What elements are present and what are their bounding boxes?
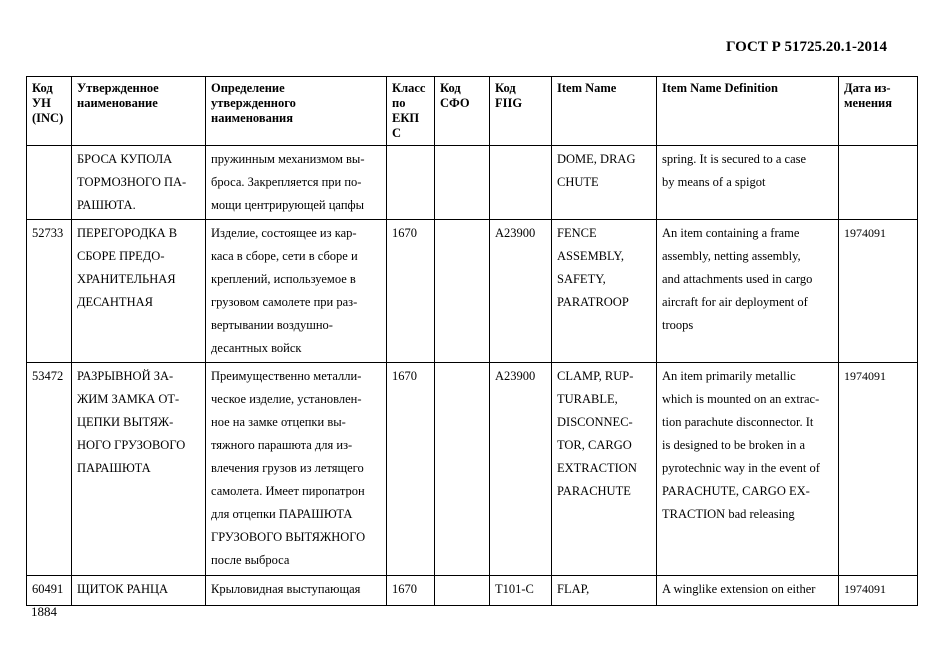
column-header-text: наименования (211, 111, 294, 125)
cell-text: СБОРЕ ПРЕДО- (77, 249, 165, 263)
cell-text: ASSEMBLY, (557, 249, 624, 263)
column-header-name-definition (206, 77, 387, 146)
cell-text: spring. It is secured to a case (662, 152, 807, 166)
cell-text: A winglike extension on either (662, 582, 816, 596)
column-header-text: СФО (440, 96, 470, 110)
page-number: 1884 (31, 604, 57, 619)
cell-text: SAFETY, (557, 272, 606, 286)
column-header-text: менения (844, 96, 892, 110)
table-header-row (27, 77, 918, 146)
cell-text: DOME, DRAG (557, 152, 636, 166)
cell-text: assembly, netting assembly, (662, 249, 801, 263)
cell-sfo-code (435, 220, 490, 363)
cell-text: каса в сборе, сети в сборе и (211, 249, 358, 263)
cell-text: Изделие, состоящее из кар- (211, 226, 357, 240)
cell-text: пружинным механизмом вы- (211, 152, 365, 166)
column-header-text: УН (32, 96, 51, 110)
cell-text: An item primarily metallic (662, 369, 796, 383)
cell-sfo-code (435, 576, 490, 606)
cell-text: and attachments used in cargo (662, 272, 813, 286)
cell-text: после выброса (211, 553, 290, 567)
cell-text: TRACTION bad releasing (662, 507, 795, 521)
column-header-text: FIIG (495, 96, 523, 110)
cell-text: 1974091 (844, 369, 886, 383)
table-body (27, 146, 918, 606)
gost-items-table (26, 76, 918, 606)
cell-fiig-code (490, 146, 552, 220)
column-header-text: Определение (211, 81, 285, 95)
cell-fiig-code (490, 220, 552, 363)
column-header-text: наименование (77, 96, 158, 110)
cell-text: 1670 (392, 226, 417, 240)
cell-item-name (552, 146, 657, 220)
cell-approved-name (72, 146, 206, 220)
cell-text: ЩИТОК РАНЦА (77, 582, 169, 596)
cell-text: НОГО ГРУЗОВОГО (77, 438, 186, 452)
table-row (27, 220, 918, 363)
column-header-text: Класс (392, 81, 426, 95)
column-header-sfo-code (435, 77, 490, 146)
cell-text: An item containing a frame (662, 226, 800, 240)
cell-name-definition (206, 576, 387, 606)
cell-item-name-definition (657, 220, 839, 363)
table-row (27, 363, 918, 576)
column-header-text: С (392, 126, 402, 140)
cell-text: ПАРАШЮТА (77, 461, 151, 475)
cell-text: PARACHUTE, CARGO EX- (662, 484, 810, 498)
cell-sfo-code (435, 146, 490, 220)
column-header-text: Код (495, 81, 516, 95)
cell-inc-code (27, 576, 72, 606)
cell-text: 1670 (392, 582, 417, 596)
cell-text: ПЕРЕГОРОДКА В (77, 226, 178, 240)
cell-text: ДЕСАНТНАЯ (77, 295, 153, 309)
cell-text: РАЗРЫВНОЙ ЗА- (77, 369, 174, 383)
cell-name-definition (206, 220, 387, 363)
cell-text: FENCE (557, 226, 597, 240)
cell-approved-name (72, 363, 206, 576)
column-header-inc-code (27, 77, 72, 146)
cell-text: A23900 (495, 369, 536, 383)
cell-text: для отцепки ПАРАШЮТА (211, 507, 353, 521)
cell-approved-name (72, 220, 206, 363)
document-code-header: ГОСТ Р 51725.20.1-2014 (725, 39, 887, 55)
cell-text: грузовом самолете при раз- (211, 295, 358, 309)
cell-sfo-code (435, 363, 490, 576)
cell-approved-name (72, 576, 206, 606)
cell-text: десантных войск (211, 341, 302, 355)
column-header-text: ЕКП (392, 111, 420, 125)
cell-inc-code (27, 220, 72, 363)
column-header-change-date (839, 77, 918, 146)
cell-item-name-definition (657, 363, 839, 576)
cell-text: тяжного парашюта для из- (211, 438, 353, 452)
cell-text: Крыловидная выступающая (211, 582, 361, 596)
cell-text: aircraft for air deployment of (662, 295, 808, 309)
cell-text: ТОРМОЗНОГО ПА- (77, 175, 187, 189)
cell-text: самолета. Имеет пиропатрон (211, 484, 365, 498)
cell-item-name (552, 576, 657, 606)
cell-ekps-class (387, 220, 435, 363)
cell-text: вертывании воздушно- (211, 318, 333, 332)
cell-change-date (839, 146, 918, 220)
cell-inc-code (27, 363, 72, 576)
column-header-ekps-class (387, 77, 435, 146)
cell-text: мощи центрирующей цапфы (211, 198, 365, 212)
cell-text: 53472 (32, 369, 64, 383)
cell-item-name (552, 220, 657, 363)
cell-text: креплений, используемое в (211, 272, 356, 286)
cell-text: ЦЕПКИ ВЫТЯЖ- (77, 415, 174, 429)
cell-text: броса. Закрепляется при по- (211, 175, 362, 189)
cell-text: is designed to be broken in a (662, 438, 806, 452)
cell-item-name-definition (657, 146, 839, 220)
cell-text: ХРАНИТЕЛЬНАЯ (77, 272, 176, 286)
cell-text: ное на замке отцепки вы- (211, 415, 346, 429)
cell-text: CLAMP, RUP- (557, 369, 634, 383)
cell-text: pyrotechnic way in the event of (662, 461, 820, 475)
cell-text: ЖИМ ЗАМКА ОТ- (77, 392, 180, 406)
cell-text: влечения грузов из летящего (211, 461, 364, 475)
cell-name-definition (206, 363, 387, 576)
cell-text: DISCONNEC- (557, 415, 633, 429)
column-header-text: Item Name Definition (662, 81, 778, 95)
cell-text: by means of a spigot (662, 175, 766, 189)
column-header-text: Код (32, 81, 53, 95)
cell-fiig-code (490, 576, 552, 606)
column-header-text: утвержденного (211, 96, 296, 110)
cell-text: 1974091 (844, 226, 886, 240)
cell-text: tion parachute disconnector. It (662, 415, 814, 429)
cell-item-name (552, 363, 657, 576)
column-header-item-name (552, 77, 657, 146)
cell-text: Преимущественно металли- (211, 369, 362, 383)
column-header-text: Item Name (557, 81, 617, 95)
cell-fiig-code (490, 363, 552, 576)
cell-text: T101-C (495, 582, 534, 596)
cell-text: troops (662, 318, 694, 332)
cell-text: FLAP, (557, 582, 590, 596)
cell-ekps-class (387, 363, 435, 576)
column-header-item-name-definition (657, 77, 839, 146)
cell-text: 60491 (32, 582, 64, 596)
cell-ekps-class (387, 576, 435, 606)
column-header-text: Код (440, 81, 461, 95)
cell-inc-code (27, 146, 72, 220)
cell-text: EXTRACTION (557, 461, 637, 475)
cell-text: CHUTE (557, 175, 599, 189)
cell-text: PARACHUTE (557, 484, 631, 498)
cell-change-date (839, 363, 918, 576)
table-row (27, 576, 918, 606)
cell-text: which is mounted on an extrac- (662, 392, 820, 406)
column-header-fiig-code (490, 77, 552, 146)
cell-text: ГРУЗОВОГО ВЫТЯЖНОГО (211, 530, 366, 544)
cell-text: TOR, CARGO (557, 438, 632, 452)
cell-text: БРОСА КУПОЛА (77, 152, 173, 166)
cell-change-date (839, 220, 918, 363)
cell-text: РАШЮТА. (77, 198, 136, 212)
table-row (27, 146, 918, 220)
cell-text: TURABLE, (557, 392, 618, 406)
column-header-text: Утвержденное (77, 81, 159, 95)
column-header-text: (INC) (32, 111, 64, 125)
cell-text: 1974091 (844, 582, 886, 596)
cell-text: ческое изделие, установлен- (211, 392, 362, 406)
column-header-text: Дата из- (844, 81, 891, 95)
column-header-approved-name (72, 77, 206, 146)
cell-name-definition (206, 146, 387, 220)
cell-text: PARATROOP (557, 295, 629, 309)
cell-text: A23900 (495, 226, 536, 240)
cell-ekps-class (387, 146, 435, 220)
cell-change-date (839, 576, 918, 606)
cell-text: 52733 (32, 226, 64, 240)
column-header-text: по (392, 96, 406, 110)
cell-item-name-definition (657, 576, 839, 606)
cell-text: 1670 (392, 369, 417, 383)
